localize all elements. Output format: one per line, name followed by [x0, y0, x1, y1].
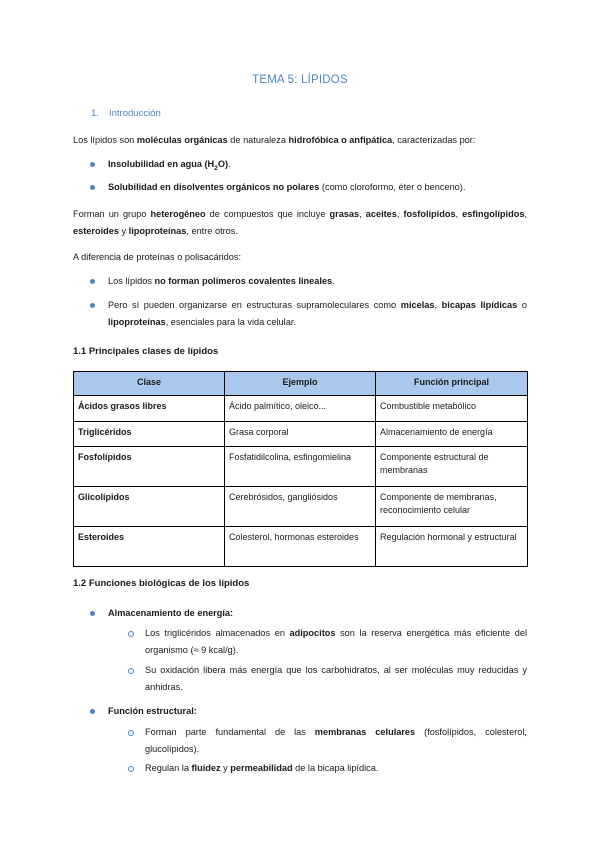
column-header: Ejemplo — [225, 372, 376, 396]
table-cell: Regulación hormonal y estructural — [376, 527, 528, 567]
table-cell: Esteroides — [74, 527, 225, 567]
column-header: Clase — [74, 372, 225, 396]
sub-bullet-icon — [128, 668, 134, 674]
bullet-icon — [90, 162, 95, 167]
heading-label: Introducción — [109, 108, 161, 119]
sub-bullet-icon — [128, 730, 134, 736]
heading-number: 1. — [91, 108, 99, 119]
table-cell: Fosfatidilcolina, esfingomielina — [225, 447, 376, 487]
paragraph-definition: Los lípidos son moléculas orgánicas de naturaleza hidrofóbica o anfipática, caracterizadas por: — [73, 135, 476, 145]
table-cell: Cerebrósidos, gangliósidos — [225, 487, 376, 527]
sub-list-item: Forman parte fundamental de las membranas celulares (fosfolípidos, colesterol, glucolípidos). — [145, 727, 527, 754]
table-cell: Ácido palmítico, oleico... — [225, 396, 376, 422]
table-cell: Componente de membranas, reconocimiento celular — [376, 487, 528, 527]
list-item: Insolubilidad en agua $(H_2O)$. — [108, 159, 231, 172]
table-row — [74, 487, 528, 527]
bullet-icon — [90, 611, 95, 616]
section-heading-funciones: 1.2 Funciones biológicas de los lípidos — [73, 578, 250, 589]
bullet-icon — [90, 303, 95, 308]
table-cell: Almacenamiento de energía — [376, 422, 528, 447]
table-cell: Combustible metabólico — [376, 396, 528, 422]
list-item: Solubilidad en disolventes orgánicos no polares (como cloroformo, éter o benceno). — [108, 182, 466, 192]
paragraph-group: Forman un grupo heterogéneo de compuestos que incluye grasas, aceites, fosfolípidos, esfingolípidos, esteroides y lipoproteínas, entre otros. — [73, 209, 527, 236]
section-heading-clases: 1.1 Principales clases de lípidos — [73, 346, 219, 357]
table-cell: Triglicéridos — [74, 422, 225, 447]
bullet-icon — [90, 709, 95, 714]
page-title: TEMA 5: LÍPIDOS — [252, 74, 348, 86]
list-item: Función estructural: — [108, 706, 197, 716]
table-cell: Ácidos grasos libres — [74, 396, 225, 422]
bullet-icon — [90, 279, 95, 284]
list-item: Almacenamiento de energía: — [108, 608, 234, 618]
sub-bullet-icon — [128, 631, 134, 637]
section-heading-introduccion — [91, 108, 161, 119]
paragraph-contrast: A diferencia de proteínas o polisacáridos: — [73, 252, 242, 262]
table-row — [74, 396, 528, 422]
sub-list-item: Su oxidación libera más energía que los carbohidratos, al ser moléculas muy reducidas y anhidras. — [145, 665, 527, 692]
bullet-icon — [90, 185, 95, 190]
table-row — [74, 527, 528, 567]
list-item: Pero sí pueden organizarse en estructuras supramoleculares como micelas, bicapas lipídicas o lipoproteínas, esenciales para la vida celular. — [108, 300, 527, 327]
table-header-row — [74, 372, 528, 396]
column-header: Función principal — [376, 372, 528, 396]
list-item: Los lípidos no forman polímeros covalentes lineales. — [108, 276, 335, 286]
lipid-classes-table — [73, 371, 528, 567]
table-cell: Glicolípidos — [74, 487, 225, 527]
table-row — [74, 422, 528, 447]
table-cell: Grasa corporal — [225, 422, 376, 447]
table-row — [74, 447, 528, 487]
sub-bullet-icon — [128, 766, 134, 772]
sub-list-item: Regulan la fluidez y permeabilidad de la bicapa lipídica. — [145, 763, 379, 773]
table-cell: Colesterol, hormonas esteroides — [225, 527, 376, 567]
sub-list-item: Los triglicéridos almacenados en adipocitos son la reserva energética más eficiente del organismo (≈ 9 kcal/g). — [145, 628, 527, 655]
table-cell: Componente estructural de membranas — [376, 447, 528, 487]
table-cell: Fosfolípidos — [74, 447, 225, 487]
